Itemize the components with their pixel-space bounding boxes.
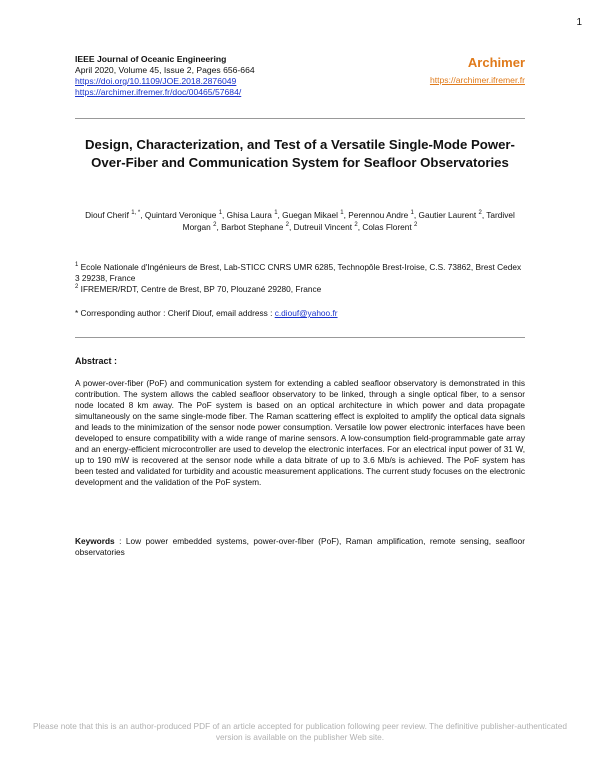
author-name: Barbot Stephane (221, 221, 286, 232)
author-name: Colas Florent (362, 221, 414, 232)
archimer-logo: Archimer (467, 55, 525, 70)
author (294, 222, 358, 232)
affiliation (75, 284, 525, 295)
abstract-divider (75, 337, 525, 338)
author-name: Diouf Cherif (85, 210, 132, 220)
author-affiliation-mark: 1 (218, 210, 223, 217)
author-affiliation-mark: 2 (478, 210, 482, 217)
keywords-text: : Low power embedded systems, power-over-fiber (PoF), Raman amplification, remote sensing, seafloor observatories (75, 536, 525, 557)
affiliation-text: IFREMER/RDT, Centre de Brest, BP 70, Plouzané 29280, France (78, 284, 322, 294)
header-divider (75, 118, 525, 119)
page-number: 1 (576, 17, 582, 28)
keywords (75, 536, 525, 558)
author-affiliation-mark: 1 (340, 210, 344, 217)
author (145, 210, 222, 220)
affiliation (75, 262, 525, 284)
author-list: Diouf Cherif $^{1, *}$, Quintard Veronique $^1$, Ghisa Laura $^1$, Guegan Mikael $^1$, Perennou Andre $^1$, Gautier Laurent $^2$, Tardivel Morgan $^2$, Barbot Stephane $^2$, Dutreuil Vincent $^2$, Colas Florent $^2$ (85, 210, 515, 232)
archimer-brand (430, 55, 525, 88)
author-name: Ghisa Laura (226, 210, 275, 220)
journal-info (75, 54, 255, 98)
author-affiliation-mark: 2 (285, 221, 289, 228)
author-affiliation-mark: 1, * (131, 210, 141, 217)
archimer-doc-link[interactable]: https://archimer.ifremer.fr/doc/00465/57684/ (75, 87, 242, 97)
abstract-text: A power-over-fiber (PoF) and communication system for extending a cabled seafloor observatory is demonstrated in this contribution. The system allows the cabled seafloor observatory to be linked, through a single optical fiber, to a sensor node located 8 km away. The PoF system is based on an optical architecture in which power and data propagate simultaneously on the same single-mode fiber. The Raman scattering effect is exploited to amplify the optical data signals and leads to the minimization of the sensor node power consumption. Versatile low power electronic interfaces have been developed to ensure compatibility with a wide range of marine sensors. A low-consumption field-programmable gate array and an energy-efficient microcontroller are used to develop the electronic interfaces. For an electrical input power of 31 W, up to 190 mW is recovered at the sensor node while a data bitrate of up to 3.6 Mb/s is achieved. The PoF system has been tested and validated for turbidity and acoustic measurement applications. The current study focuses on the electronic development and the validation of the PoF system. (75, 378, 525, 487)
author-affiliation-mark: 1 (410, 210, 414, 217)
corresponding-email-link[interactable]: c.diouf@yahoo.fr (274, 308, 338, 318)
doi-link[interactable]: https://doi.org/10.1109/JOE.2018.2876049 (75, 76, 237, 86)
affiliations (75, 262, 525, 295)
abstract-heading: Abstract : (75, 356, 118, 366)
author (362, 222, 417, 232)
keywords-label: Keywords (75, 536, 115, 546)
archimer-link[interactable]: https://archimer.ifremer.fr (429, 75, 525, 85)
author-name: Dutreuil Vincent (293, 221, 355, 232)
journal-name: IEEE Journal of Oceanic Engineering (75, 54, 227, 64)
footer-note: Please note that this is an author-produced PDF of an article accepted for publication following peer review. The definitive publisher-authenticated version is available on the publisher Web site. (33, 721, 567, 742)
author-affiliation-mark: 2 (413, 221, 418, 228)
paper-title: Design, Characterization, and Test of a Versatile Single-Mode Power-Over-Fiber and Communication System for Seafloor Observatories (85, 137, 515, 170)
author (227, 210, 278, 220)
author (348, 210, 414, 220)
author-name: Guegan Mikael (282, 210, 341, 220)
author-affiliation-mark: 2 (213, 221, 217, 228)
journal-issue: April 2020, Volume 45, Issue 2, Pages 656-664 (75, 65, 255, 75)
author (282, 210, 343, 220)
corresponding-prefix: * Corresponding author : Cherif Diouf, email address : (75, 308, 275, 318)
corresponding-author (75, 308, 525, 318)
author (85, 210, 140, 220)
author-name: Gautier Laurent (418, 210, 479, 220)
author-name: Tardivel Morgan (182, 210, 515, 232)
author (221, 222, 289, 232)
author-name: Perennou Andre (348, 210, 411, 220)
author-name: Quintard Veronique (144, 210, 219, 220)
affiliation-mark: 1 (75, 262, 79, 269)
author-affiliation-mark: 2 (354, 221, 358, 228)
affiliation-text: Ecole Nationale d'Ingénieurs de Brest, Lab-STICC CNRS UMR 6285, Technopôle Brest-Iroise, C.S. 73862, Brest Cedex 3 29238, France (75, 262, 522, 283)
author-affiliation-mark: 1 (274, 210, 278, 217)
author (419, 210, 482, 220)
affiliation-mark: 2 (75, 284, 79, 291)
